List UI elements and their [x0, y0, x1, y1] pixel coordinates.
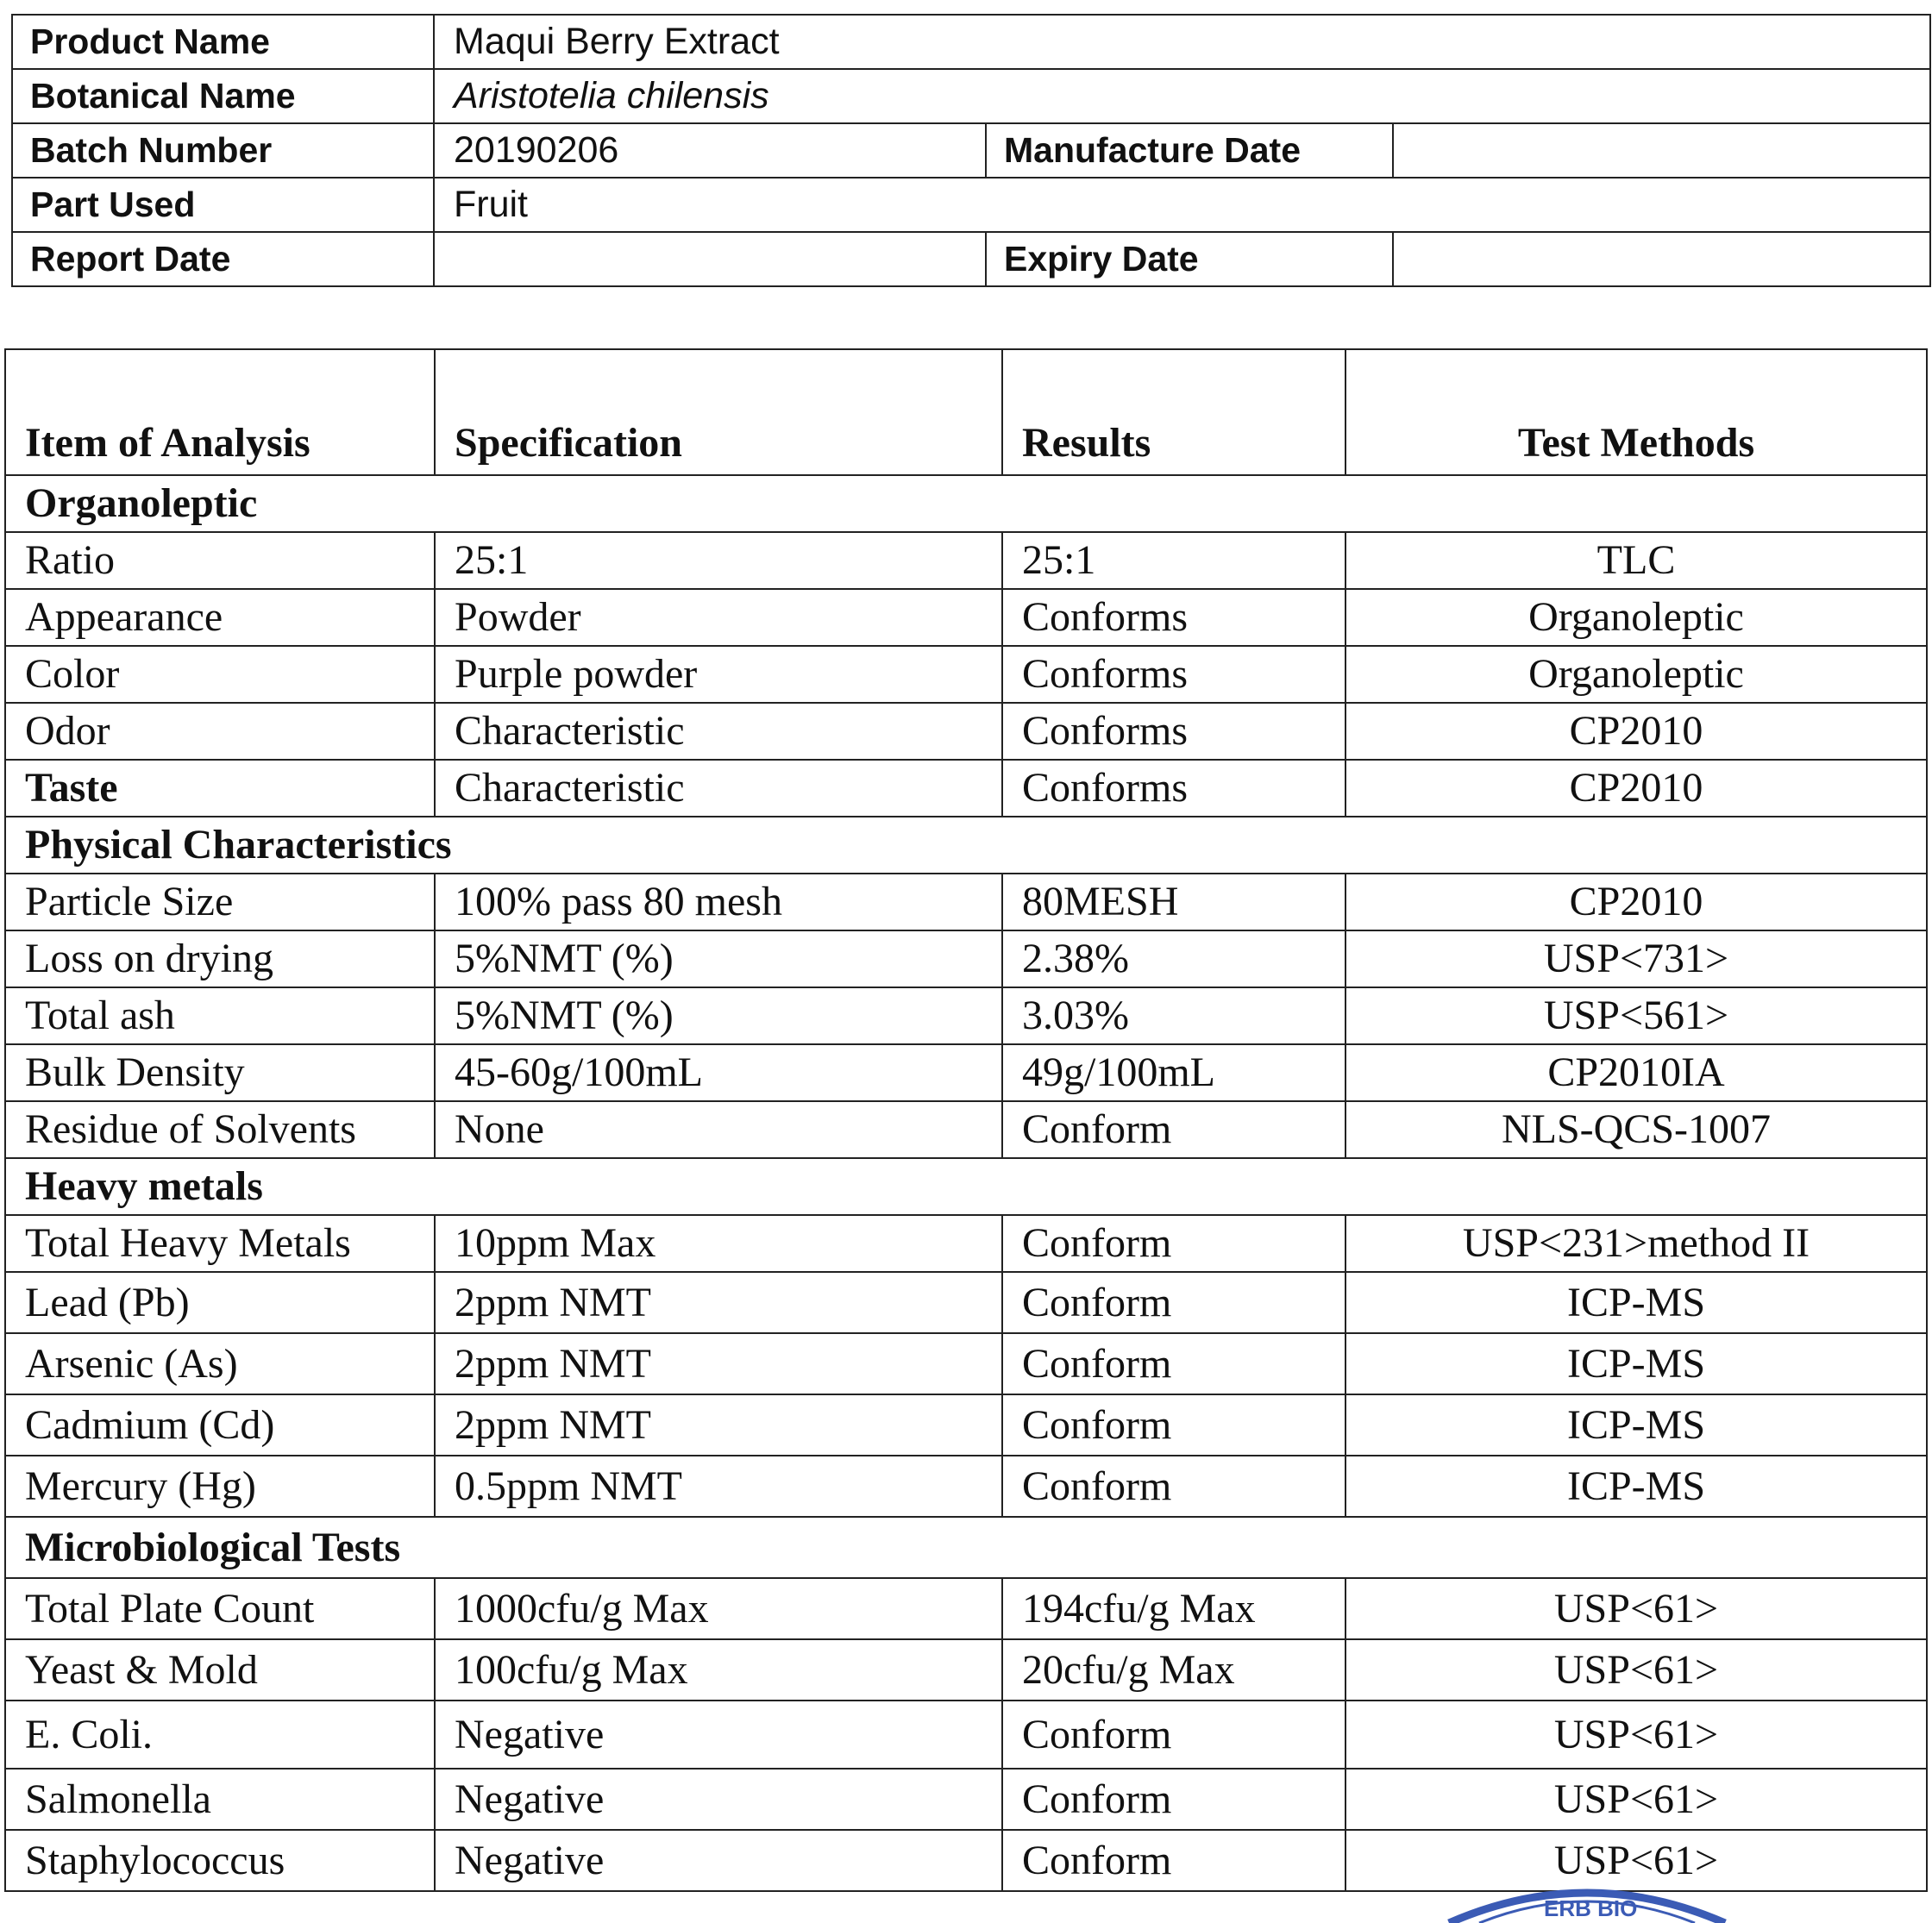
result-cell: Conform	[1002, 1272, 1346, 1333]
method-cell: CP2010	[1346, 760, 1927, 817]
specification-cell: 2ppm NMT	[435, 1333, 1002, 1394]
section-row	[5, 1158, 1927, 1215]
item-cell: Loss on drying	[5, 930, 435, 987]
table-row	[5, 1456, 1927, 1517]
item-cell: Total ash	[5, 987, 435, 1044]
item-cell: Appearance	[5, 589, 435, 646]
result-cell: Conform	[1002, 1456, 1346, 1517]
botanical-name-label: Botanical Name	[12, 69, 434, 123]
batch-number-label: Batch Number	[12, 123, 434, 178]
method-cell: USP<61>	[1346, 1701, 1927, 1769]
result-cell: 20cfu/g Max	[1002, 1639, 1346, 1701]
table-row	[5, 532, 1927, 589]
item-cell: Mercury (Hg)	[5, 1456, 435, 1517]
table-row	[5, 1639, 1927, 1701]
section-title-heavy-metals: Heavy metals	[5, 1158, 1927, 1215]
specification-cell: 5%NMT (%)	[435, 930, 1002, 987]
specification-cell: 100% pass 80 mesh	[435, 874, 1002, 930]
specification-cell: Characteristic	[435, 760, 1002, 817]
table-row	[5, 1333, 1927, 1394]
section-row	[5, 817, 1927, 874]
batch-number-value: 20190206	[434, 123, 986, 178]
method-cell: USP<61>	[1346, 1830, 1927, 1891]
table-row	[5, 930, 1927, 987]
result-cell: 25:1	[1002, 532, 1346, 589]
table-row	[5, 1769, 1927, 1830]
part-used-label: Part Used	[12, 178, 434, 232]
result-cell: Conforms	[1002, 703, 1346, 760]
table-row	[5, 1830, 1927, 1891]
result-cell: 49g/100mL	[1002, 1044, 1346, 1101]
table-row	[5, 874, 1927, 930]
product-info-table	[11, 14, 1931, 287]
result-cell: Conforms	[1002, 760, 1346, 817]
specification-cell: Negative	[435, 1701, 1002, 1769]
item-cell: Lead (Pb)	[5, 1272, 435, 1333]
specification-cell: Characteristic	[435, 703, 1002, 760]
item-cell: Taste	[5, 760, 435, 817]
expiry-date-value	[1393, 232, 1930, 286]
product-name-row	[12, 15, 1930, 69]
result-cell: 2.38%	[1002, 930, 1346, 987]
header-test-methods: Test Methods	[1346, 349, 1927, 475]
item-cell: Bulk Density	[5, 1044, 435, 1101]
result-cell: 80MESH	[1002, 874, 1346, 930]
report-date-row	[12, 232, 1930, 286]
specification-cell: 25:1	[435, 532, 1002, 589]
table-row	[5, 703, 1927, 760]
result-cell: 194cfu/g Max	[1002, 1578, 1346, 1639]
header-specification: Specification	[435, 349, 1002, 475]
method-cell: USP<61>	[1346, 1769, 1927, 1830]
product-name-value: Maqui Berry Extract	[434, 15, 1930, 69]
manufacture-date-label: Manufacture Date	[986, 123, 1393, 178]
result-cell: Conform	[1002, 1215, 1346, 1272]
item-cell: Yeast & Mold	[5, 1639, 435, 1701]
method-cell: ICP-MS	[1346, 1272, 1927, 1333]
item-cell: Particle Size	[5, 874, 435, 930]
item-cell: Ratio	[5, 532, 435, 589]
specification-cell: Negative	[435, 1830, 1002, 1891]
item-cell: E. Coli.	[5, 1701, 435, 1769]
item-cell: Color	[5, 646, 435, 703]
table-row	[5, 1272, 1927, 1333]
method-cell: NLS-QCS-1007	[1346, 1101, 1927, 1158]
batch-number-row	[12, 123, 1930, 178]
item-cell: Arsenic (As)	[5, 1333, 435, 1394]
method-cell: Organoleptic	[1346, 646, 1927, 703]
header-item-of-analysis: Item of Analysis	[5, 349, 435, 475]
specification-cell: 2ppm NMT	[435, 1394, 1002, 1456]
method-cell: USP<61>	[1346, 1639, 1927, 1701]
specification-cell: 0.5ppm NMT	[435, 1456, 1002, 1517]
part-used-value: Fruit	[434, 178, 1930, 232]
table-row	[5, 1701, 1927, 1769]
manufacture-date-value	[1393, 123, 1930, 178]
table-row	[5, 1578, 1927, 1639]
table-row	[5, 1101, 1927, 1158]
specification-cell: Purple powder	[435, 646, 1002, 703]
specification-cell: None	[435, 1101, 1002, 1158]
analysis-table	[4, 348, 1928, 1892]
botanical-name-row	[12, 69, 1930, 123]
specification-cell: 1000cfu/g Max	[435, 1578, 1002, 1639]
botanical-name-value: Aristotelia chilensis	[434, 69, 1930, 123]
result-cell: Conform	[1002, 1769, 1346, 1830]
section-title-physical-characteristics: Physical Characteristics	[5, 817, 1927, 874]
item-cell: Total Plate Count	[5, 1578, 435, 1639]
section-row	[5, 475, 1927, 532]
method-cell: TLC	[1346, 532, 1927, 589]
result-cell: Conform	[1002, 1830, 1346, 1891]
analysis-header-row	[5, 349, 1927, 475]
specification-cell: Negative	[435, 1769, 1002, 1830]
stamp-text: ERB BIO	[1544, 1895, 1638, 1921]
item-cell: Staphylococcus	[5, 1830, 435, 1891]
specification-cell: 45-60g/100mL	[435, 1044, 1002, 1101]
item-cell: Residue of Solvents	[5, 1101, 435, 1158]
table-row	[5, 987, 1927, 1044]
item-cell: Total Heavy Metals	[5, 1215, 435, 1272]
table-row	[5, 1215, 1927, 1272]
table-row	[5, 646, 1927, 703]
header-results: Results	[1002, 349, 1346, 475]
method-cell: USP<231>method II	[1346, 1215, 1927, 1272]
table-row	[5, 1394, 1927, 1456]
method-cell: USP<731>	[1346, 930, 1927, 987]
result-cell: Conform	[1002, 1333, 1346, 1394]
result-cell: 3.03%	[1002, 987, 1346, 1044]
result-cell: Conforms	[1002, 646, 1346, 703]
method-cell: CP2010	[1346, 703, 1927, 760]
section-title-organoleptic: Organoleptic	[5, 475, 1927, 532]
specification-cell: Powder	[435, 589, 1002, 646]
method-cell: ICP-MS	[1346, 1456, 1927, 1517]
report-date-label: Report Date	[12, 232, 434, 286]
section-title-microbiological-tests: Microbiological Tests	[5, 1517, 1927, 1578]
specification-cell: 5%NMT (%)	[435, 987, 1002, 1044]
section-row	[5, 1517, 1927, 1578]
expiry-date-label: Expiry Date	[986, 232, 1393, 286]
method-cell: USP<61>	[1346, 1578, 1927, 1639]
table-row	[5, 1044, 1927, 1101]
result-cell: Conform	[1002, 1394, 1346, 1456]
specification-cell: 100cfu/g Max	[435, 1639, 1002, 1701]
result-cell: Conform	[1002, 1101, 1346, 1158]
method-cell: CP2010IA	[1346, 1044, 1927, 1101]
specification-cell: 10ppm Max	[435, 1215, 1002, 1272]
method-cell: Organoleptic	[1346, 589, 1927, 646]
method-cell: CP2010	[1346, 874, 1927, 930]
table-row	[5, 760, 1927, 817]
item-cell: Salmonella	[5, 1769, 435, 1830]
specification-cell: 2ppm NMT	[435, 1272, 1002, 1333]
item-cell: Cadmium (Cd)	[5, 1394, 435, 1456]
method-cell: ICP-MS	[1346, 1333, 1927, 1394]
table-row	[5, 589, 1927, 646]
method-cell: USP<561>	[1346, 987, 1927, 1044]
product-name-label: Product Name	[12, 15, 434, 69]
method-cell: ICP-MS	[1346, 1394, 1927, 1456]
item-cell: Odor	[5, 703, 435, 760]
part-used-row	[12, 178, 1930, 232]
report-date-value	[434, 232, 986, 286]
result-cell: Conform	[1002, 1701, 1346, 1769]
result-cell: Conforms	[1002, 589, 1346, 646]
